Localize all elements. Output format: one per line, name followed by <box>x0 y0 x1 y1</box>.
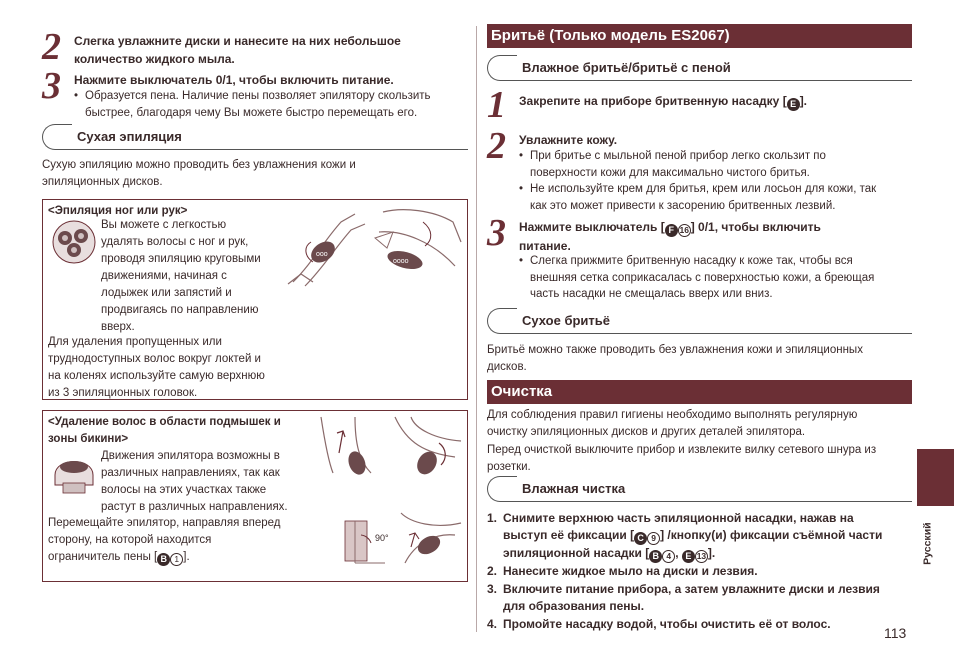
box-body: Вы можете с легкостью удалять волосы с ног и рук, проводя эпиляцию круговыми движениями, начиная с лодыжек или запястий и продвигаясь по направлению вверх. <box>101 219 261 334</box>
list-item: 4. Промойте насадку водой, чтобы очистить её от волос. <box>487 616 831 631</box>
language-tab <box>917 449 954 506</box>
step-bullet: • Образуется пена. Наличие пены позволяет эпилятору скользить быстрее, благодаря чему Вы можете быстро перемещать его. <box>74 88 474 121</box>
list-item: 2. Нанесите жидкое мыло на диски и лезвия. <box>487 564 758 579</box>
dry-epilation-text: Сухую эпиляцию можно проводить без увлажнения кожи и эпиляционных дисков. <box>42 159 356 189</box>
box-bottom-text: Перемещайте эпилятор, направляя вперед сторону, на которой находится ограничитель пены [ B 1 ]. <box>48 517 281 565</box>
step-number: 2 <box>42 26 61 68</box>
epilator-head-icon <box>49 218 99 266</box>
section-heading-wet-cleaning: Влажная чистка <box>487 476 912 504</box>
ref-number-icon: 9 <box>647 532 660 545</box>
step-bullets: • При бритье с мыльной пеной прибор легко скользит по поверхности кожи для максимально чистого бритья. • Не используйте крем для бритья, крем или лосьон для кожи, так как это может привести к засорению бритвенных лезвий. <box>519 148 914 215</box>
list-item: 3. Включите питание прибора, а затем увлажните диски и лезвия для образования пены. <box>487 581 880 614</box>
angle-label: 90° <box>375 533 389 543</box>
page-number: 113 <box>884 625 907 641</box>
section-heading-dry-epilation: Сухая эпиляция <box>42 124 468 152</box>
ref-letter-icon: B <box>157 553 170 566</box>
epilator-cap-icon <box>49 445 99 497</box>
box-heading: <Эпиляция ног или рук> <box>48 205 188 217</box>
section-heading-dry-shaving: Сухое бритьё <box>487 308 912 336</box>
ref-number-icon: 16 <box>679 225 689 235</box>
ref-letter-icon: E <box>682 550 695 563</box>
step-text: Нажмите выключатель 0/1, чтобы включить питание. <box>74 73 394 87</box>
ref-letter-icon: C <box>634 532 647 545</box>
box-heading: <Удаление волос в области подмышек и зоны бикини> <box>48 416 281 445</box>
box-body: Движения эпилятора возможны в различных направлениях, так как волосы на этих участках также растут в различных направлениях. <box>101 450 288 514</box>
step-number: 3 <box>487 212 506 254</box>
step-text: Нажмите выключатель [ F 16 ] 0/1, чтобы включить питание. <box>519 220 821 253</box>
leg-arm-epilation-illustration <box>283 202 465 288</box>
step-text: Увлажните кожу. <box>519 133 618 147</box>
box-bottom-text: Для удаления пропущенных или труднодоступных волос вокруг локтей и на коленях используйте самую верхнюю из 3 эпиляционных головок. <box>48 336 265 400</box>
column-divider <box>476 26 477 632</box>
ref-number-icon: 1 <box>170 553 183 566</box>
section-heading-wet-shaving: Влажное бритьё/бритьё с пеной <box>487 55 912 83</box>
ref-number-icon: 4 <box>662 550 675 563</box>
ref-number-icon: 13 <box>696 551 707 562</box>
ref-letter-icon: B <box>649 550 662 563</box>
cleaning-steps-list <box>487 510 912 633</box>
section-banner-shaving: Бритьё (Только модель ES2067) <box>487 24 912 48</box>
step-number: 3 <box>42 65 61 107</box>
section-banner-cleaning: Очистка <box>487 380 912 404</box>
ref-letter-icon: F <box>665 224 678 237</box>
svg-text:ooo: ooo <box>316 251 328 258</box>
step-number: 1 <box>487 84 506 126</box>
info-box-legs-arms <box>42 199 468 400</box>
step-number: 2 <box>487 125 506 167</box>
language-label: Русский <box>921 522 934 565</box>
info-box-underarm-bikini <box>42 410 468 582</box>
step-text: Закрепите на приборе бритвенную насадку [ E ]. <box>519 94 808 109</box>
cleaning-intro-text: Для соблюдения правил гигиены необходимо выполнять регулярную очистку эпиляционных дисков и других деталей эпилятора. Перед очисткой выключите прибор и извлеките вилку сетевого шнура из розетки. <box>487 409 877 473</box>
dry-shaving-text: Бритьё можно также проводить без увлажнения кожи и эпиляционных дисков. <box>487 344 863 374</box>
step-bullet: • Слегка прижмите бритвенную насадку к коже так, чтобы вся внешняя сетка соприкасалась с поверхностью кожи, а бреющая часть насадки не смещалась вверх или вниз. <box>519 253 914 303</box>
step-text: Слегка увлажните диски и нанесите на них небольшое количество жидкого мыла. <box>74 34 401 66</box>
svg-text:oooo: oooo <box>393 258 409 265</box>
ref-letter-icon: E <box>787 98 800 111</box>
list-item: 1. Снимите верхнюю часть эпиляционной насадки, нажав на выступ её фиксации [ C 9 ] /кнопку(и) фиксации съёмной части эпиляционной насадки [ B 4 , E 13 ]. <box>487 511 883 562</box>
underarm-bikini-illustration <box>315 413 465 579</box>
